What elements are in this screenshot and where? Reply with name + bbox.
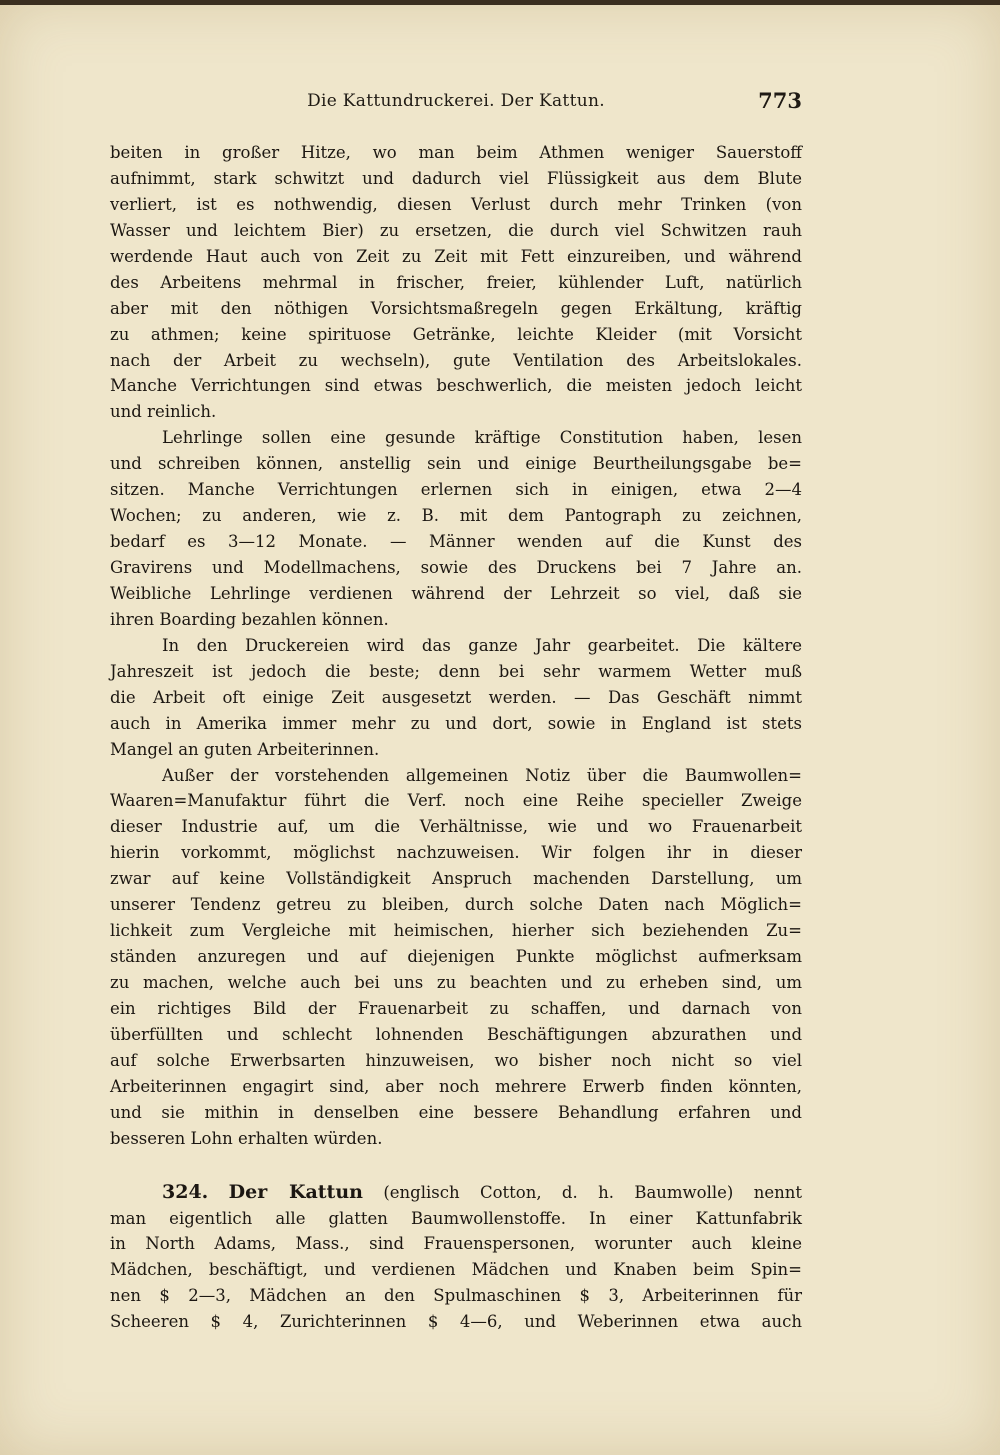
section-first-line-text: (englisch Cotton, d. h. Baumwolle) nennt (383, 1182, 802, 1202)
text-line: und schreiben können, anstellig sein und einige Beurtheilungsgabe be= (110, 454, 802, 474)
body-text (110, 140, 802, 1335)
text-line: nen $ 2—3, Mädchen an den Spulmaschinen $ 3, Arbeiterinnen für (110, 1286, 802, 1306)
text-line: Arbeiterinnen engagirt sind, aber noch mehrere Erwerb finden könnten, (110, 1076, 802, 1096)
text-line: werdende Haut auch von Zeit zu Zeit mit Fett einzureiben, und während (110, 246, 802, 266)
text-line: Mädchen, beschäftigt, und verdienen Mädchen und Knaben beim Spin= (110, 1260, 802, 1280)
section-number: 324. (162, 1180, 209, 1203)
text-line: aufnimmt, stark schwitzt und dadurch viel Flüssigkeit aus dem Blute (110, 168, 802, 188)
text-line: die Arbeit oft einige Zeit ausgesetzt werden. — Das Geschäft nimmt (110, 687, 802, 707)
text-line: nach der Arbeit zu wechseln), gute Ventilation des Arbeitslokales. (110, 350, 802, 370)
text-line: Mangel an guten Arbeiterinnen. (110, 739, 380, 759)
text-line: unserer Tendenz getreu zu bleiben, durch solche Daten nach Möglich= (110, 895, 802, 915)
text-line: Scheeren $ 4, Zurichterinnen $ 4—6, und Weberinnen etwa auch (110, 1312, 802, 1332)
text-line: beiten in großer Hitze, wo man beim Athmen weniger Sauerstoff (110, 143, 802, 162)
text-line: Weibliche Lehrlinge verdienen während der Lehrzeit so viel, daß sie (110, 583, 802, 603)
text-line: aber mit den nöthigen Vorsichtsmaßregeln gegen Erkältung, kräftig (110, 298, 802, 318)
text-line: Wochen; zu anderen, wie z. B. mit dem Pantograph zu zeichnen, (110, 506, 802, 526)
text-line: bedarf es 3—12 Monate. — Männer wenden auf die Kunst des (110, 532, 802, 552)
section-324 (110, 1180, 802, 1336)
text-line: auch in Amerika immer mehr zu und dort, sowie in England ist stets (110, 713, 802, 733)
section-spacer (110, 1152, 802, 1180)
page-number: 773 (758, 88, 802, 113)
text-line: Jahreszeit ist jedoch die beste; denn bei sehr warmem Wetter muß (110, 661, 802, 681)
section-first-line (110, 1180, 802, 1206)
text-line: man eigentlich alle glatten Baumwollenstoffe. In einer Kattunfabrik (110, 1208, 802, 1228)
text-line: lichkeit zum Vergleiche mit heimischen, hierher sich beziehenden Zu= (110, 921, 802, 941)
text-line: Wasser und leichtem Bier) zu ersetzen, die durch viel Schwitzen rauh (110, 220, 802, 240)
text-line: Waaren=Manufaktur führt die Verf. noch eine Reihe specieller Zweige (110, 791, 802, 811)
page-header (110, 88, 802, 114)
text-line: und sie mithin in denselben eine bessere Behandlung erfahren und (110, 1102, 802, 1122)
text-line: Manche Verrichtungen sind etwas beschwerlich, die meisten jedoch leicht (110, 376, 802, 396)
paragraph-continuation (110, 140, 802, 425)
text-line: Lehrlinge sollen eine gesunde kräftige Constitution haben, lesen (162, 428, 802, 448)
text-line: dieser Industrie auf, um die Verhältnisse, wie und wo Frauenarbeit (110, 817, 802, 837)
text-line: In den Druckereien wird das ganze Jahr gearbeitet. Die kältere (162, 635, 802, 655)
paragraph-season (110, 633, 802, 763)
text-line: des Arbeitens mehrmal in frischer, freier, kühlender Luft, natürlich (110, 272, 802, 292)
text-line: Gravirens und Modellmachens, sowie des Druckens bei 7 Jahre an. (110, 558, 802, 577)
text-line: zu athmen; keine spirituose Getränke, leichte Kleider (mit Vorsicht (110, 324, 802, 344)
text-line: auf solche Erwerbsarten hinzuweisen, wo bisher noch nicht so viel (110, 1050, 802, 1070)
text-line: Außer der vorstehenden allgemeinen Notiz über die Baumwollen= (162, 765, 802, 785)
text-line: besseren Lohn erhalten würden. (110, 1128, 383, 1148)
section-title: Der Kattun (228, 1180, 363, 1203)
text-line: hierin vorkommt, möglichst nachzuweisen. Wir folgen ihr in dieser (110, 843, 802, 863)
text-line: zu machen, welche auch bei uns zu beachten und zu erheben sind, um (110, 973, 802, 992)
text-line: ständen anzuregen und auf diejenigen Punkte möglichst aufmerksam (110, 947, 802, 967)
text-line: in North Adams, Mass., sind Frauenspersonen, worunter auch kleine (110, 1234, 802, 1254)
text-line: verliert, ist es nothwendig, diesen Verlust durch mehr Trinken (von (110, 194, 802, 214)
text-line: und reinlich. (110, 402, 217, 422)
text-line: überfüllten und schlecht lohnenden Beschäftigungen abzurathen und (110, 1024, 802, 1044)
text-line: ein richtiges Bild der Frauenarbeit zu schaffen, und darnach von (110, 998, 802, 1018)
text-line: zwar auf keine Vollständigkeit Anspruch machenden Darstellung, um (110, 869, 802, 889)
paragraph-overview (110, 763, 802, 1152)
page-top-edge (0, 0, 1000, 5)
text-line: ihren Boarding bezahlen können. (110, 609, 389, 629)
paragraph-apprentices (110, 425, 802, 633)
running-title: Die Kattundruckerei. Der Kattun. (307, 91, 605, 111)
text-line: sitzen. Manche Verrichtungen erlernen sich in einigen, etwa 2—4 (110, 480, 802, 500)
